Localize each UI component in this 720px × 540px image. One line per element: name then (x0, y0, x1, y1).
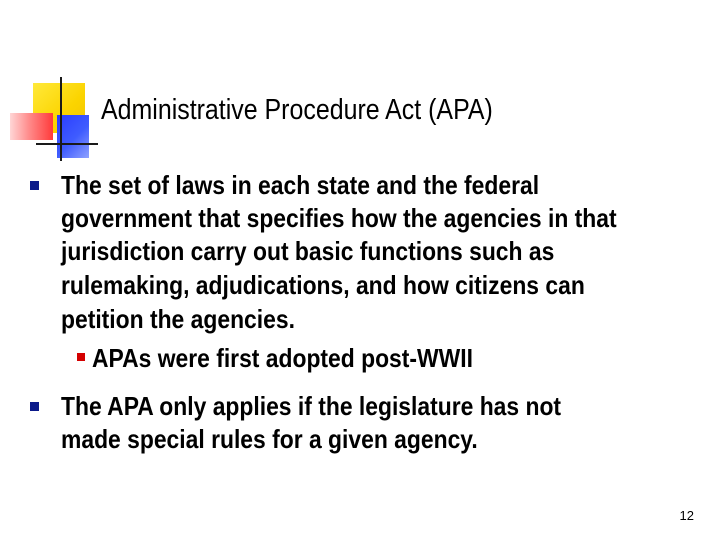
sub-bullet-1-text: APAs were first adopted post-WWII (92, 343, 473, 373)
bullet-square-icon (30, 181, 39, 190)
bullet-2-line-1: The APA only applies if the legislature has not (61, 391, 562, 421)
bullet-square-icon (30, 402, 39, 411)
page-number: 12 (679, 508, 694, 523)
bullet-1-line-1: The set of laws in each state and the federal (61, 170, 540, 200)
bullet-1-line-3: jurisdiction carry out basic functions such as (61, 236, 555, 266)
bullet-1-line-4: rulemaking, adjudications, and how citizens can (61, 270, 585, 300)
bullet-1-line-2: government that specifies how the agencies in that (61, 203, 617, 233)
slide-title: Administrative Procedure Act (APA) (101, 94, 493, 126)
sub-bullet-square-icon (77, 353, 85, 361)
bullet-2-line-2: made special rules for a given agency. (61, 424, 478, 454)
bullet-1-line-5: petition the agencies. (61, 304, 295, 334)
